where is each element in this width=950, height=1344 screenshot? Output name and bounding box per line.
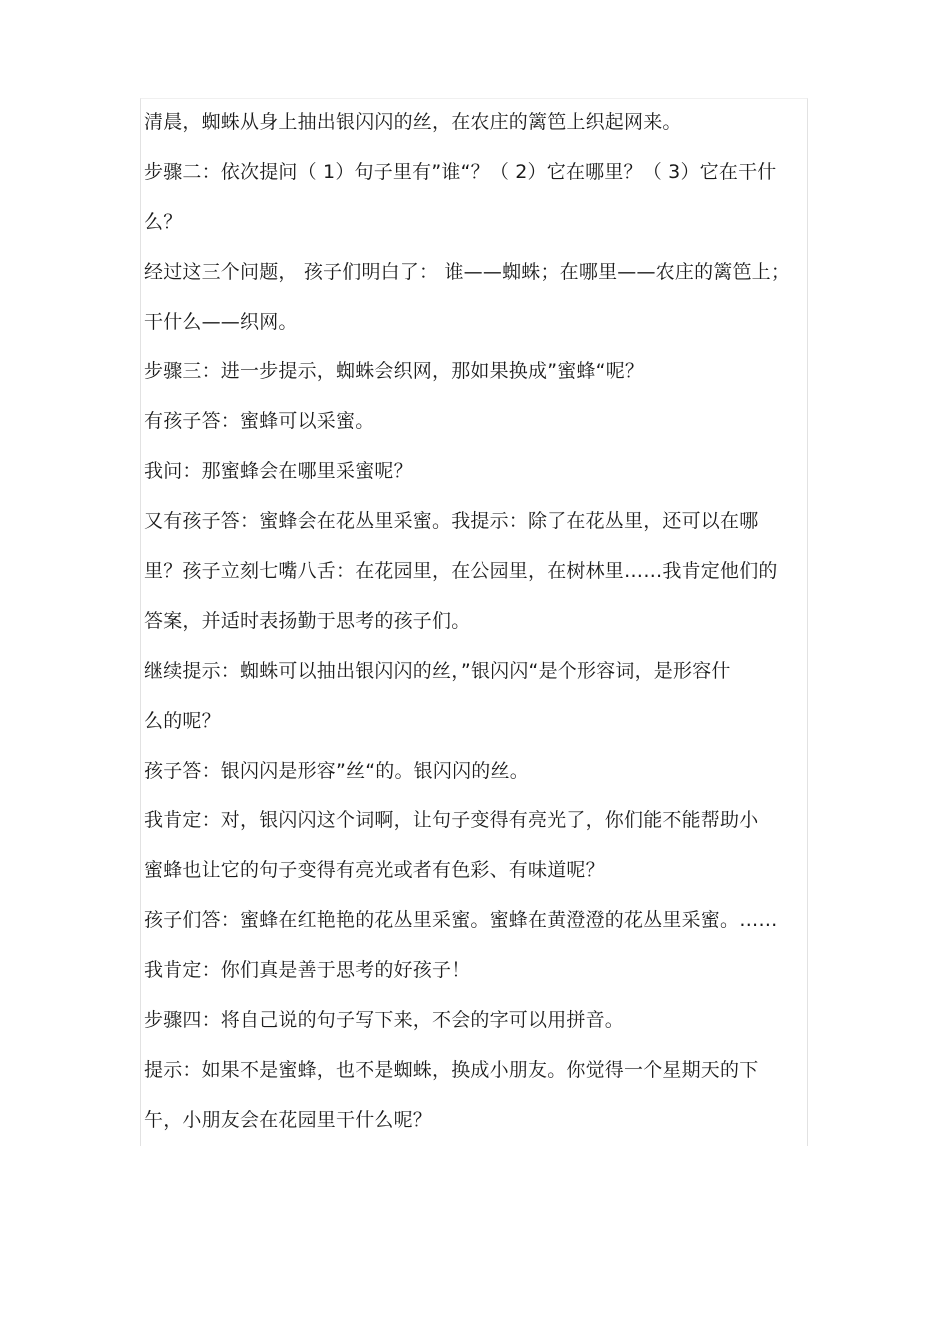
paragraph-line: 孩子们答：蜜蜂在红艳艳的花丛里采蜜。蜜蜂在黄澄澄的花丛里采蜜。……	[144, 909, 778, 932]
paragraph-line: 经过这三个问题， 孩子们明白了： 谁——蜘蛛；在哪里——农庄的篱笆上；	[144, 260, 791, 283]
paragraph-line: 我肯定：对，银闪闪这个词啊，让句子变得有亮光了，你们能不能帮助小	[144, 809, 759, 832]
paragraph-line: 又有孩子答：蜜蜂会在花丛里采蜜。我提示：除了在花丛里，还可以在哪	[144, 510, 759, 533]
paragraph-line: 我问：那蜜蜂会在哪里采蜜呢？	[144, 460, 413, 483]
paragraph-line: 步骤二：依次提问（ 1）句子里有”谁“？（ 2）它在哪里？（ 3）它在干什	[144, 160, 777, 183]
paragraph-line: 我肯定：你们真是善于思考的好孩子！	[144, 959, 471, 982]
paragraph-line: 有孩子答：蜜蜂可以采蜜。	[144, 410, 375, 433]
paragraph-line: 答案，并适时表扬勤于思考的孩子们。	[144, 609, 471, 632]
document-body	[144, 98, 808, 1146]
paragraph-line: 干什么——织网。	[144, 310, 298, 333]
paragraph-line: 么的呢？	[144, 709, 221, 732]
paragraph-line: 午，小朋友会在花园里干什么呢？	[144, 1108, 433, 1131]
paragraph-line: 么？	[144, 210, 183, 233]
paragraph-line: 步骤四：将自己说的句子写下来，不会的字可以用拼音。	[144, 1009, 625, 1032]
paragraph-line: 蜜蜂也让它的句子变得有亮光或者有色彩、有味道呢？	[144, 859, 605, 882]
paragraph-line: 提示：如果不是蜜蜂，也不是蜘蛛，换成小朋友。你觉得一个星期天的下	[144, 1058, 759, 1081]
paragraph-line: 孩子答：银闪闪是形容”丝“的。银闪闪的丝。	[144, 759, 529, 782]
paragraph-line: 清晨，蜘蛛从身上抽出银闪闪的丝，在农庄的篱笆上织起网来。	[144, 111, 682, 133]
paragraph-line: 步骤三：进一步提示，蜘蛛会织网，那如果换成”蜜蜂“呢？	[144, 360, 645, 383]
paragraph-line: 继续提示：蜘蛛可以抽出银闪闪的丝，”银闪闪“是个形容词，是形容什	[144, 659, 731, 682]
paragraph-line: 里？孩子立刻七嘴八舌：在花园里，在公园里，在树林里……我肯定他们的	[144, 560, 778, 583]
